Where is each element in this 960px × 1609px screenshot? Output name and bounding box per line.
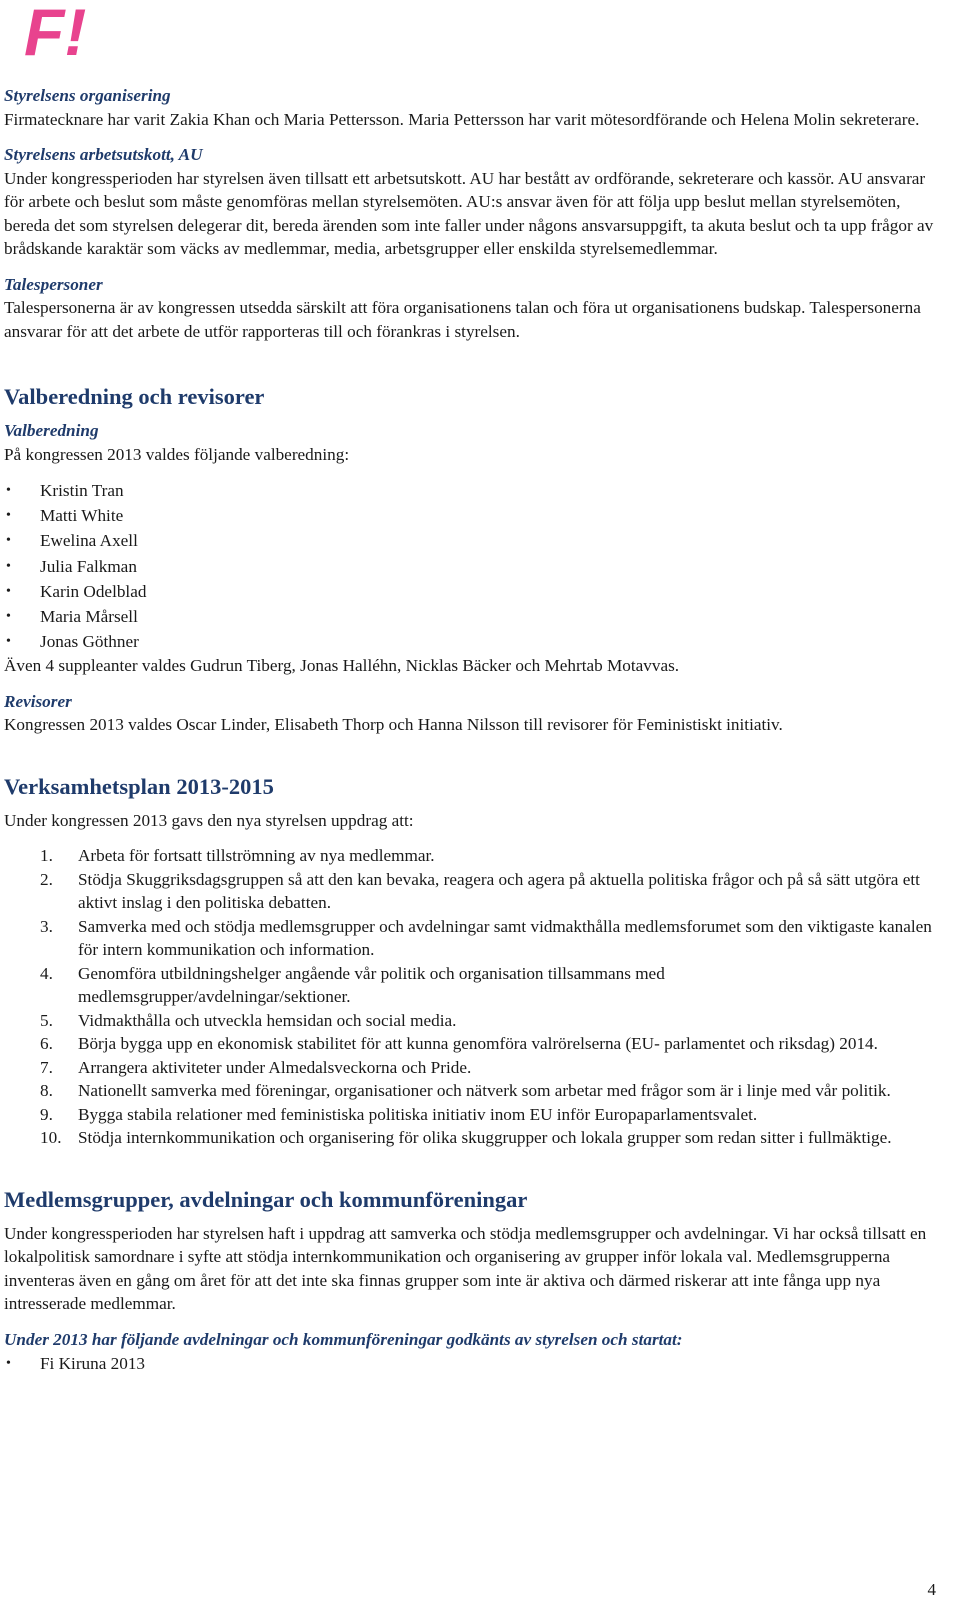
plan-item-text: Nationellt samverka med föreningar, organisationer och nätverk som arbetar med frågor som är i linje med vår politik. — [78, 1081, 891, 1101]
list-item — [4, 579, 944, 604]
plan-item-text: Genomföra utbildningshelger angående vår politik och organisation tillsammans med medlemsgrupper/avdelningar/sektioner. — [78, 963, 665, 1007]
plan-item-text: Arbeta för fortsatt tillströmning av nya medlemmar. — [78, 846, 435, 866]
plan-item — [4, 1056, 944, 1080]
plan-item-number: 3. — [40, 916, 53, 936]
medlemsgrupper-text: Under kongressperioden har styrelsen haft i uppdrag att samverka och stödja medlemsgrupper och avdelningar. Vi har också tillsatt en lokalpolitisk samordnare i syfte att stödja internkommunikation och organisering av grupper inför lokala val. Medlemsgrupperna inventeras även en gång om året för att det inte ska finnas grupper som inte är aktiva och därmed riskerar att inte fånga upp nya intresserade medlemmar. — [4, 1223, 927, 1314]
verksamhetsplan-list — [4, 844, 944, 1150]
list-item — [4, 528, 944, 553]
valberedning-intro: På kongressen 2013 valdes följande valberedning: — [4, 444, 350, 464]
plan-item — [4, 1103, 944, 1127]
avdelningar-list — [4, 1351, 944, 1376]
fi-logo — [24, 2, 104, 60]
plan-item — [4, 868, 944, 915]
plan-item-text: Börja bygga upp en ekonomisk stabilitet för att kunna genomföra valrörelserna (EU- parlamentet och riksdag) 2014. — [78, 1034, 878, 1054]
subtitle-valberedning: Valberedning — [4, 421, 99, 440]
suppleanter-text: Även 4 suppleanter valdes Gudrun Tiberg, Jonas Halléhn, Nicklas Bäcker och Mehrtab Motavvas. — [4, 656, 680, 676]
talespersoner-text: Talespersonerna är av kongressen utsedda särskilt att föra organisationens talan och föra ut organisationens budskap. Talespersonerna ansvarar för att det arbete de utför rapporteras till och förankras i styrelsen. — [4, 298, 921, 341]
list-item — [4, 629, 944, 654]
plan-item — [4, 915, 944, 962]
subtitle-revisorer: Revisorer — [4, 691, 72, 711]
heading-verksamhetsplan: Verksamhetsplan 2013-2015 — [4, 773, 274, 799]
page-number: 4 — [927, 1580, 936, 1599]
bullet-icon: • — [6, 634, 11, 650]
list-item — [4, 1351, 944, 1376]
section-title-au: Styrelsens arbetsutskott, AU — [4, 145, 203, 164]
document-body — [4, 84, 944, 1377]
list-item-text: Julia Falkman — [40, 556, 137, 576]
plan-item — [4, 1032, 944, 1056]
list-item-text: Fi Kiruna 2013 — [40, 1354, 146, 1374]
plan-item-text: Samverka med och stödja medlemsgrupper och avdelningar samt vidmakthålla medlemsforumet som den viktigaste kanalen för intern kommunikation och information. — [78, 916, 932, 960]
plan-item-number: 8. — [40, 1081, 53, 1101]
plan-item-text: Stödja Skuggriksdagsgruppen så att den kan bevaka, reagera och agera på aktuella politiska frågor och på så sätt utgöra ett aktivt inslag i den politiska debatten. — [78, 869, 920, 913]
list-item — [4, 554, 944, 579]
bullet-icon: • — [6, 483, 11, 498]
plan-item-text: Bygga stabila relationer med feministiska politiska initiativ inom EU inför Europaparlamentsvalet. — [78, 1104, 758, 1124]
section-title-organisering: Styrelsens organisering — [4, 86, 171, 105]
plan-item-number: 9. — [40, 1104, 53, 1124]
bullet-icon: • — [6, 508, 11, 524]
heading-valberedning-revisorer: Valberedning och revisorer — [4, 384, 265, 409]
organisering-text: Firmatecknare har varit Zakia Khan och Maria Pettersson. Maria Pettersson har varit mötesordförande och Helena Molin sekreterare. — [4, 109, 920, 129]
valberedning-list — [4, 478, 944, 654]
plan-item — [4, 962, 944, 1009]
plan-item-text: Vidmakthålla och utveckla hemsidan och social media. — [78, 1010, 457, 1030]
bullet-icon: • — [6, 608, 11, 624]
verksamhetsplan-intro: Under kongressen 2013 gavs den nya styrelsen uppdrag att: — [4, 810, 414, 830]
plan-item-number: 1. — [40, 846, 53, 866]
list-item — [4, 503, 944, 528]
list-item-text: Ewelina Axell — [40, 531, 138, 551]
revisorer-text: Kongressen 2013 valdes Oscar Linder, Elisabeth Thorp och Hanna Nilsson till revisorer för Feministiskt initiativ. — [4, 715, 783, 735]
plan-item-number: 5. — [40, 1010, 53, 1030]
bullet-icon: • — [6, 1356, 11, 1372]
plan-item — [4, 844, 944, 868]
plan-item — [4, 1079, 944, 1103]
list-item — [4, 604, 944, 629]
list-item-text: Jonas Göthner — [40, 632, 139, 652]
subtitle-godkanda-avdelningar: Under 2013 har följande avdelningar och kommunföreningar godkänts av styrelsen och startat: — [4, 1329, 683, 1349]
list-item-text: Matti White — [40, 506, 124, 526]
svg-text:F!: F! — [24, 2, 87, 60]
list-item-text: Kristin Tran — [40, 481, 124, 500]
section-title-talespersoner: Talespersoner — [4, 274, 103, 294]
plan-item-number: 6. — [40, 1034, 53, 1054]
bullet-icon: • — [6, 533, 11, 549]
bullet-icon: • — [6, 558, 11, 574]
plan-item-text: Arrangera aktiviteter under Almedalsveckorna och Pride. — [78, 1057, 472, 1077]
plan-item-text: Stödja internkommunikation och organisering för olika skuggrupper och lokala grupper som redan sitter i fullmäktige. — [78, 1128, 892, 1148]
au-text: Under kongressperioden har styrelsen även tillsatt ett arbetsutskott. AU har bestått av ordförande, sekreterare och kassör. AU ansvarar för arbete och beslut som måste genomföras mellan styrelsemöten. AU:s ansvar även för att följa upp beslut mellan styrelsemöten, bereda det som styrelsen delegerar dit, bereda ärenden som inte faller under någons ansvarsuppgift, ta akuta beslut och ta upp frågor av brådskande karaktär som väcks av medlemmar, media, arbetsgrupper eller enskilda styrelsemedlemmar. — [4, 168, 934, 258]
list-item — [4, 478, 944, 503]
plan-item — [4, 1126, 944, 1150]
list-item-text: Karin Odelblad — [40, 581, 147, 601]
plan-item-number: 2. — [40, 869, 53, 889]
plan-item-number: 7. — [40, 1057, 53, 1077]
heading-medlemsgrupper: Medlemsgrupper, avdelningar och kommunföreningar — [4, 1186, 528, 1212]
plan-item-number: 4. — [40, 963, 53, 983]
plan-item-number: 10. — [40, 1128, 62, 1148]
plan-item — [4, 1009, 944, 1033]
bullet-icon: • — [6, 583, 11, 599]
list-item-text: Maria Mårsell — [40, 606, 138, 626]
